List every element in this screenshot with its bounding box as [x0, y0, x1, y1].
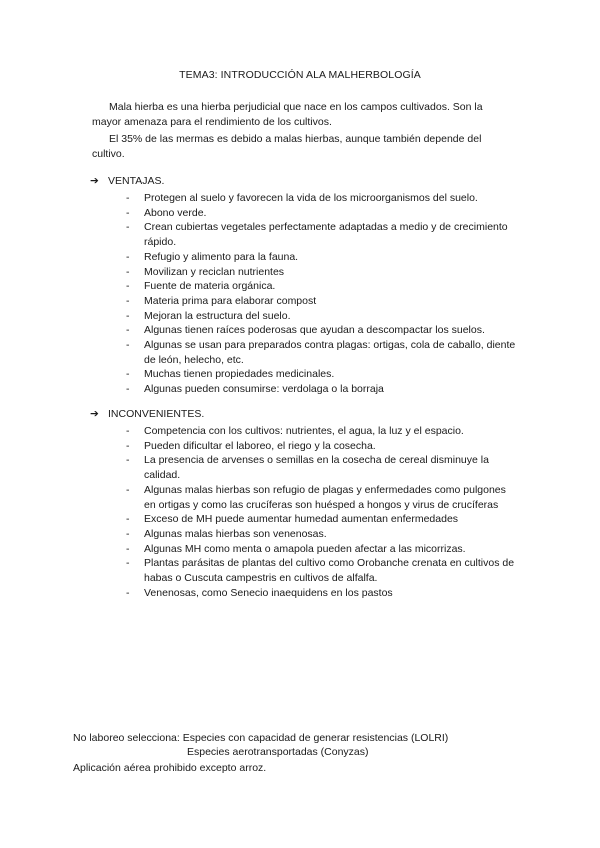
list-item-text: Abono verde.	[144, 206, 207, 219]
list-item-text: Protegen al suelo y favorecen la vida de los microorganismos del suelo.	[144, 192, 478, 204]
list-item	[90, 279, 520, 294]
dash-bullet-icon: -	[126, 280, 130, 293]
dash-bullet-icon: -	[126, 425, 130, 437]
dash-bullet-icon: -	[126, 513, 130, 526]
page-title: TEMA3: INTRODUCCIÓN ALA MALHERBOLOGÍA	[179, 69, 421, 81]
list-item	[90, 424, 520, 439]
inconvenientes-heading-label: INCONVENIENTES.	[108, 408, 205, 420]
ventajas-heading	[90, 174, 520, 191]
list-item-text: Mejoran la estructura del suelo.	[144, 309, 291, 322]
footer-line-3: Aplicación aérea prohibido excepto arroz.	[73, 762, 267, 774]
list-item-text: Algunas MH como menta o amapola pueden afectar a las micorrizas.	[144, 542, 466, 555]
list-item	[90, 586, 520, 601]
dash-bullet-icon: -	[126, 557, 130, 570]
list-item-text: Refugio y alimento para la fauna.	[144, 250, 299, 263]
list-item-text: Pueden dificultar el laboreo, el riego y la cosecha.	[144, 439, 376, 452]
list-item	[90, 453, 520, 482]
inconvenientes-section	[90, 407, 520, 600]
dash-bullet-icon: -	[126, 324, 130, 337]
list-item	[90, 250, 520, 265]
list-item	[90, 220, 520, 249]
list-item-text: Algunas pueden consumirse: verdolaga o la borraja	[144, 383, 384, 396]
list-item-text: Competencia con los cultivos: nutrientes, el agua, la luz y el espacio.	[144, 425, 464, 437]
list-item	[90, 323, 520, 338]
list-item-text: Crean cubiertas vegetales perfectamente adaptadas a medio y de crecimiento rápido.	[144, 221, 508, 249]
footer-line-1: No laboreo selecciona: Especies con capacidad de generar resistencias (LOLRI)	[73, 732, 449, 744]
list-item-text: Venenosas, como Senecio inaequidens en los pastos	[144, 586, 393, 599]
dash-bullet-icon: -	[126, 221, 130, 234]
list-item-text: Fuente de materia orgánica.	[144, 280, 276, 293]
list-item-text: Plantas parásitas de plantas del cultivo como Orobanche crenata en cultivos de habas o Cuscuta campestris en cultivos de alfalfa.	[144, 557, 515, 585]
list-item	[90, 265, 520, 280]
intro-paragraph-1: Mala hierba es una hierba perjudicial que nace en los campos cultivados. Son la mayor amenaza para el rendimiento de los cultivos.	[92, 101, 483, 128]
list-item	[90, 191, 520, 206]
list-item	[90, 294, 520, 309]
list-item	[90, 309, 520, 324]
list-item	[90, 527, 520, 542]
list-item-text: Exceso de MH puede aumentar humedad aumentan enfermedades	[144, 513, 459, 526]
list-item	[90, 512, 520, 527]
dash-bullet-icon: -	[126, 542, 130, 555]
dash-bullet-icon: -	[126, 309, 130, 322]
ventajas-heading-label: VENTAJAS.	[108, 175, 165, 187]
dash-bullet-icon: -	[126, 383, 130, 396]
dash-bullet-icon: -	[126, 339, 130, 352]
list-item	[90, 206, 520, 221]
list-item-text: La presencia de arvenses o semillas en la cosecha de cereal disminuye la calidad.	[144, 454, 489, 482]
dash-bullet-icon: -	[126, 586, 130, 599]
list-item-text: Materia prima para elaborar compost	[144, 294, 317, 307]
list-item-text: Movilizan y reciclan nutrientes	[144, 265, 285, 278]
list-item-text: Muchas tienen propiedades medicinales.	[144, 368, 335, 381]
list-item-text: Algunas se usan para preparados contra plagas: ortigas, cola de caballo, diente de león, helecho, etc.	[144, 339, 516, 366]
inconvenientes-heading	[90, 407, 520, 424]
dash-bullet-icon: -	[126, 439, 130, 452]
dash-bullet-icon: -	[126, 206, 130, 219]
arrow-icon: ➔	[90, 175, 99, 187]
list-item	[90, 367, 520, 382]
dash-bullet-icon: -	[126, 265, 130, 278]
list-item-text: Algunas tienen raíces poderosas que ayudan a descompactar los suelos.	[144, 324, 485, 337]
dash-bullet-icon: -	[126, 192, 130, 204]
list-item	[90, 483, 520, 512]
list-item	[90, 338, 520, 367]
dash-bullet-icon: -	[126, 483, 130, 496]
list-item	[90, 556, 520, 585]
list-item-text: Algunas malas hierbas son refugio de plagas y enfermedades como pulgones en ortigas y como las crucíferas son huésped a hongos y virus de crucíferas	[144, 483, 506, 511]
list-item	[90, 542, 520, 557]
list-item-text: Algunas malas hierbas son venenosas.	[144, 527, 327, 540]
footer-line-2: Especies aerotransportadas (Conyzas)	[187, 746, 369, 758]
ventajas-list	[90, 191, 520, 397]
inconvenientes-list	[90, 424, 520, 600]
arrow-icon: ➔	[90, 408, 99, 420]
list-item	[90, 382, 520, 397]
intro-paragraph-2: El 35% de las mermas es debido a malas hierbas, aunque también depende del cultivo.	[92, 133, 482, 160]
dash-bullet-icon: -	[126, 250, 130, 263]
ventajas-section	[90, 174, 520, 397]
dash-bullet-icon: -	[126, 527, 130, 540]
dash-bullet-icon: -	[126, 368, 130, 381]
dash-bullet-icon: -	[126, 294, 130, 307]
dash-bullet-icon: -	[126, 454, 130, 467]
list-item	[90, 439, 520, 454]
